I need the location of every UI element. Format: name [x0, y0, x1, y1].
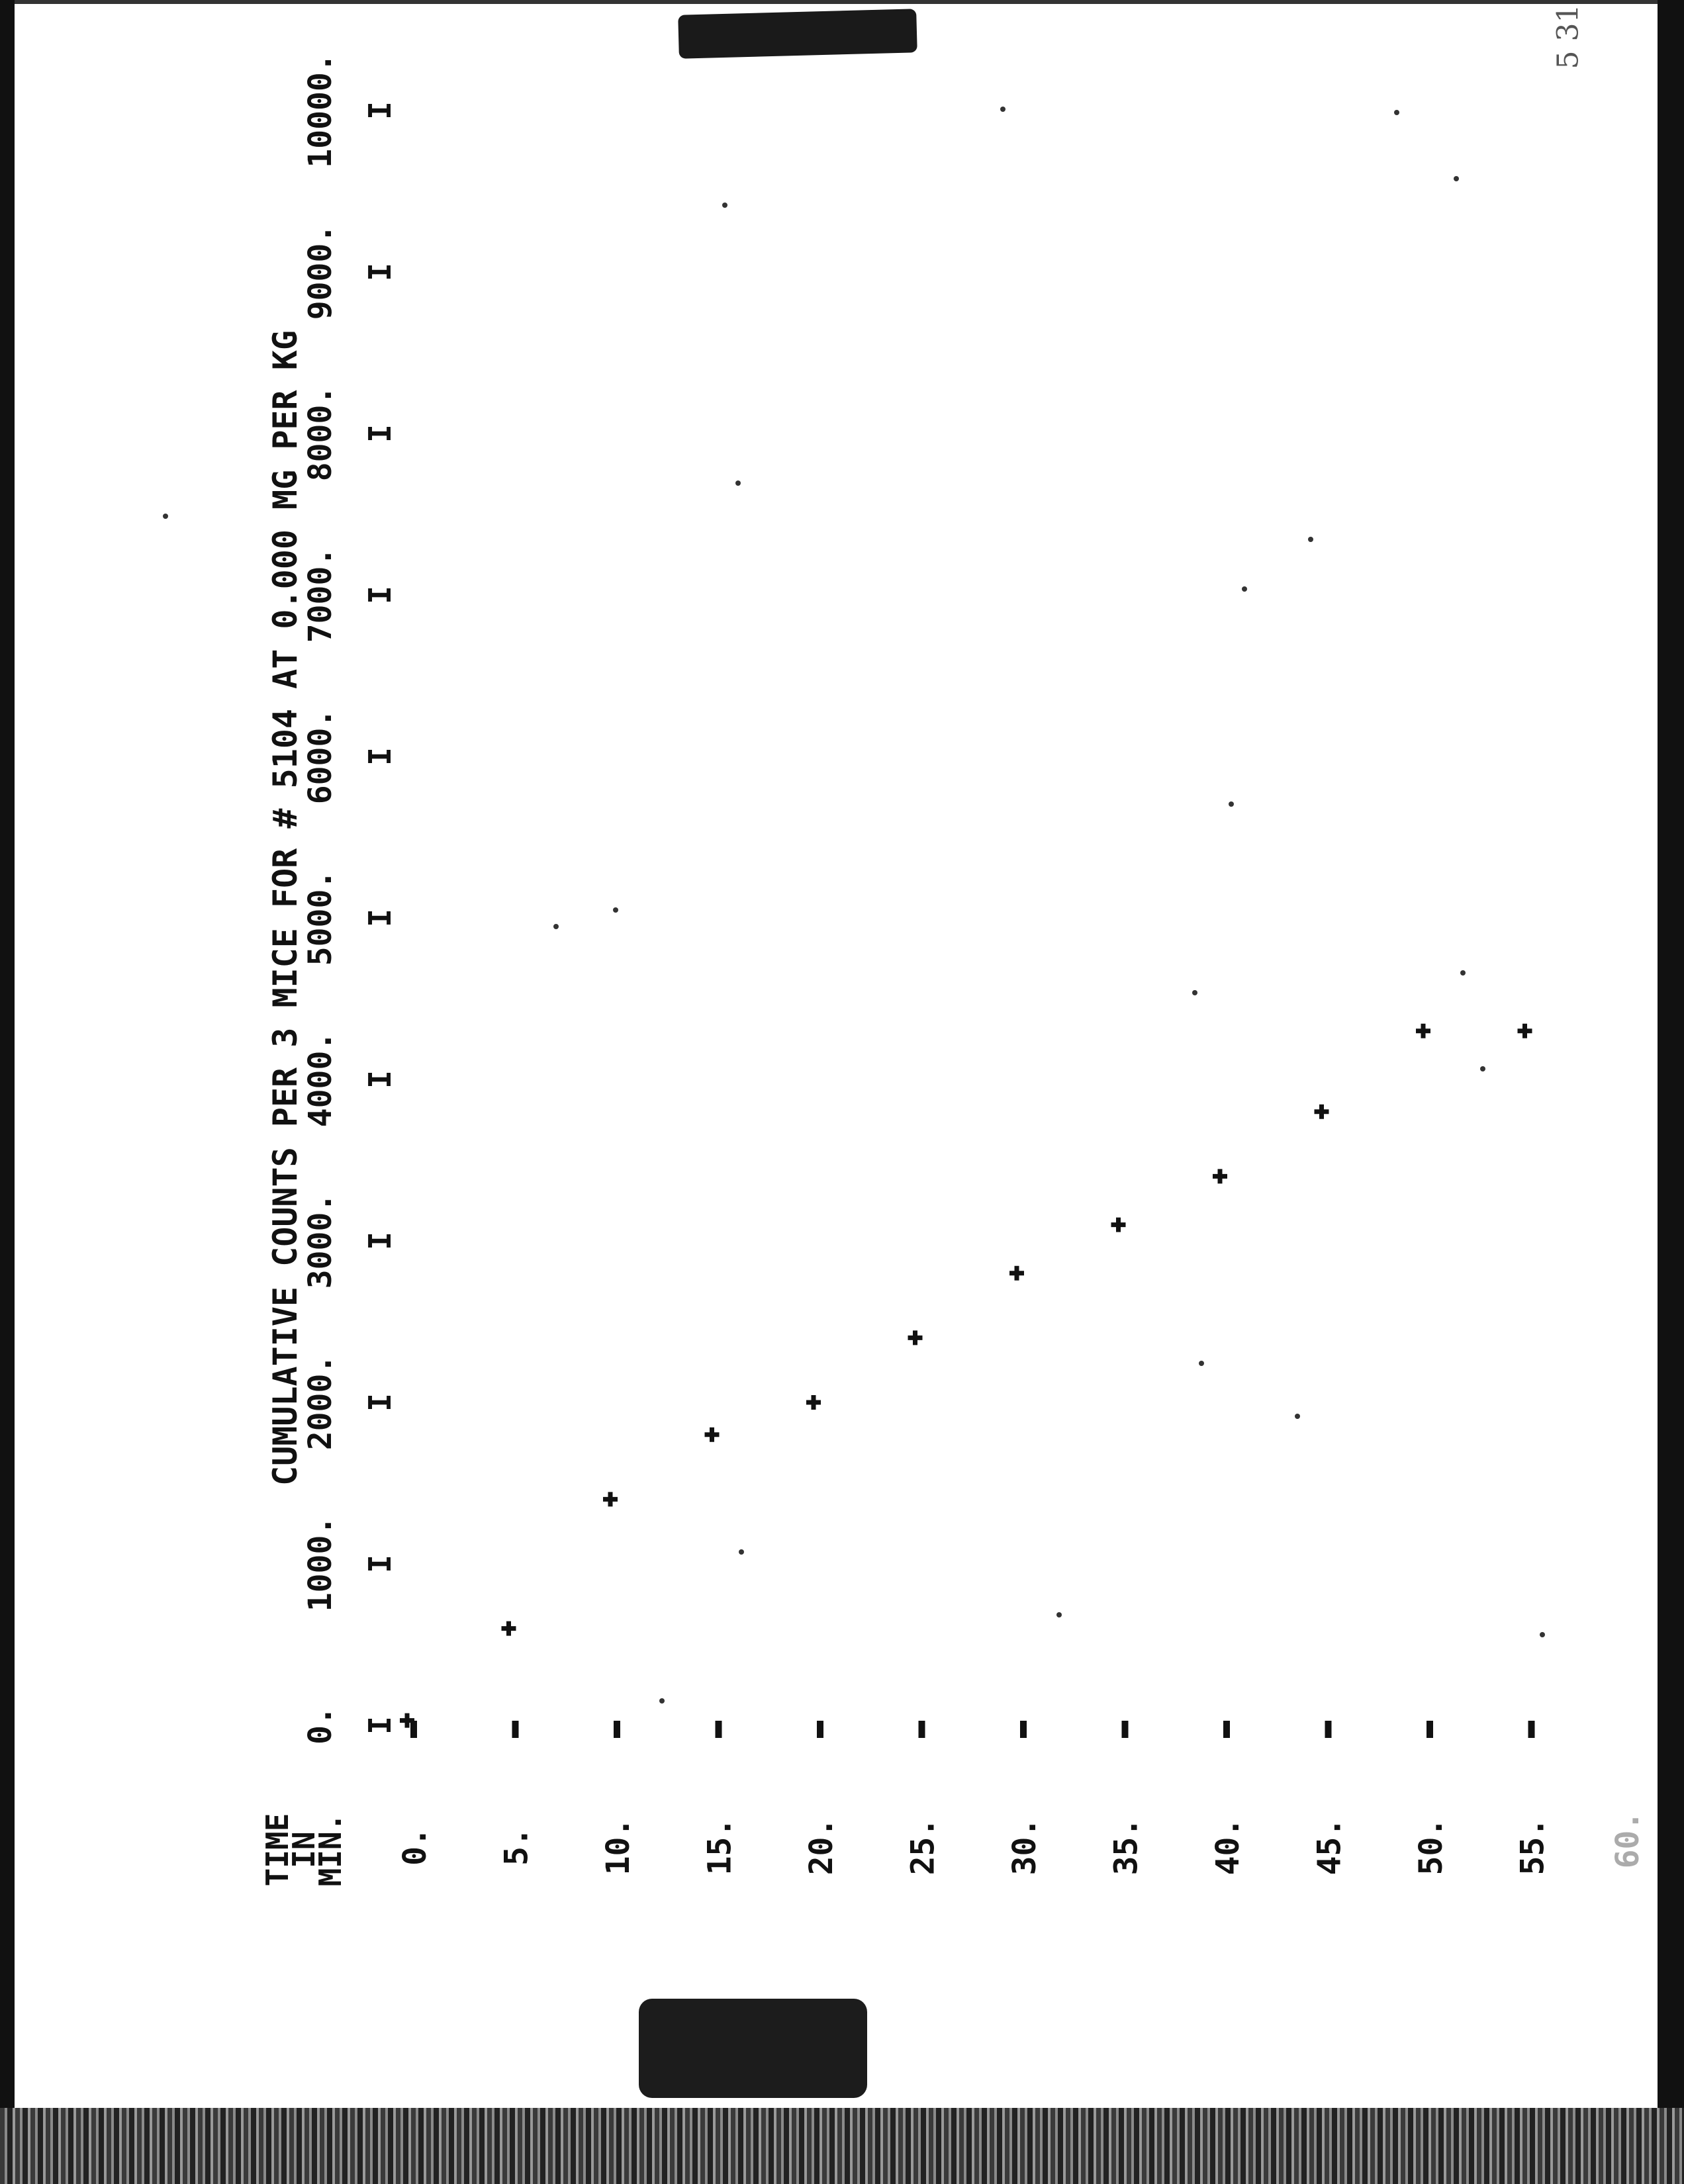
y-tick-label-10000: 10000. [302, 53, 339, 168]
data-point-35 [1111, 1218, 1126, 1232]
data-point-55 [1518, 1024, 1532, 1038]
x-tick-mark-0 [410, 1721, 417, 1738]
x-tick-label-55: 55. [1514, 1817, 1552, 1876]
x-tick-mark-15 [716, 1721, 722, 1738]
x-tick-mark-45 [1325, 1721, 1332, 1738]
y-tick-mark-8000: I [362, 424, 398, 443]
scan-speck-9 [1242, 586, 1247, 592]
x-axis-label-line-2: IN [286, 1831, 322, 1868]
y-tick-label-9000: 9000. [302, 224, 339, 320]
y-tick-label-5000: 5000. [302, 870, 339, 966]
y-tick-label-1000: 1000. [302, 1516, 339, 1612]
scan-speck-14 [1454, 176, 1459, 181]
y-tick-label-8000: 8000. [302, 385, 339, 482]
y-tick-mark-1000: I [362, 1555, 398, 1573]
x-tick-label-45: 45. [1311, 1817, 1348, 1876]
x-tick-label-10: 10. [600, 1817, 637, 1876]
scan-speck-18 [1540, 1632, 1545, 1637]
y-tick-label-7000: 7000. [302, 547, 339, 643]
x-tick-mark-25 [919, 1721, 925, 1738]
x-tick-label-40: 40. [1209, 1817, 1246, 1876]
scan-speck-11 [1394, 110, 1399, 115]
scan-speck-2 [553, 924, 559, 929]
x-tick-label-60-partial: 60. [1609, 1811, 1646, 1869]
x-axis-label-line-3: MIN. [312, 1813, 348, 1887]
scan-speck-5 [739, 1549, 744, 1555]
scan-speck-17 [1480, 1066, 1485, 1071]
x-tick-label-25: 25. [904, 1817, 942, 1876]
scan-speck-6 [1000, 107, 1006, 112]
data-point-40 [1213, 1169, 1227, 1183]
y-tick-mark-3000: I [362, 1232, 398, 1250]
x-tick-label-5: 5. [498, 1827, 536, 1866]
scan-speck-12 [1460, 970, 1466, 976]
scan-speck-7 [1192, 990, 1197, 995]
scan-speck-13 [1308, 537, 1313, 542]
data-point-15 [705, 1428, 720, 1442]
x-tick-mark-10 [614, 1721, 620, 1738]
scan-speck-20 [1056, 1612, 1062, 1617]
y-tick-mark-4000: I [362, 1070, 398, 1089]
scan-speck-1 [163, 514, 168, 519]
x-tick-mark-20 [817, 1721, 823, 1738]
data-point-10 [603, 1492, 618, 1506]
scan-speck-8 [1199, 1361, 1204, 1366]
y-tick-label-2000: 2000. [302, 1354, 339, 1451]
data-point-20 [806, 1395, 821, 1410]
x-tick-label-15: 15. [701, 1817, 739, 1876]
y-tick-mark-5000: I [362, 909, 398, 927]
x-tick-mark-30 [1020, 1721, 1027, 1738]
data-point-45 [1315, 1105, 1329, 1119]
y-tick-label-6000: 6000. [302, 708, 339, 805]
x-tick-label-0: 0. [397, 1827, 434, 1866]
y-tick-mark-0: I [362, 1716, 398, 1735]
data-point-5 [502, 1621, 516, 1636]
scan-speck-15 [1229, 801, 1234, 807]
x-tick-mark-55 [1528, 1721, 1535, 1738]
scan-speck-10 [1295, 1414, 1300, 1419]
y-tick-mark-6000: I [362, 747, 398, 766]
x-tick-mark-50 [1427, 1721, 1433, 1738]
y-tick-label-4000: 4000. [302, 1031, 339, 1128]
x-tick-mark-35 [1122, 1721, 1129, 1738]
y-tick-mark-10000: I [362, 101, 398, 120]
scan-speck-3 [613, 907, 618, 913]
x-axis-label-line-1: TIME [259, 1813, 295, 1887]
y-tick-mark-2000: I [362, 1393, 398, 1412]
x-tick-label-35: 35. [1107, 1817, 1145, 1876]
scan-speck-16 [722, 203, 727, 208]
y-tick-label-3000: 3000. [302, 1193, 339, 1289]
page-number-mark: 5 31 [1551, 4, 1585, 69]
x-tick-label-30: 30. [1006, 1817, 1043, 1876]
x-tick-label-20: 20. [803, 1817, 840, 1876]
x-tick-label-50: 50. [1413, 1817, 1450, 1876]
y-tick-mark-9000: I [362, 263, 398, 281]
y-tick-mark-7000: I [362, 586, 398, 604]
data-point-30 [1009, 1266, 1024, 1281]
scan-speck-4 [735, 480, 741, 486]
chart-title: CUMULATIVE COUNTS PER 3 MICE FOR # 5104 AT 0.000 MG PER KG [266, 330, 304, 1486]
y-tick-label-0: 0. [302, 1706, 339, 1745]
x-tick-mark-40 [1223, 1721, 1230, 1738]
data-point-50 [1416, 1024, 1430, 1038]
x-tick-mark-5 [512, 1721, 519, 1738]
scan-speck-19 [659, 1698, 665, 1704]
data-point-25 [908, 1330, 923, 1345]
